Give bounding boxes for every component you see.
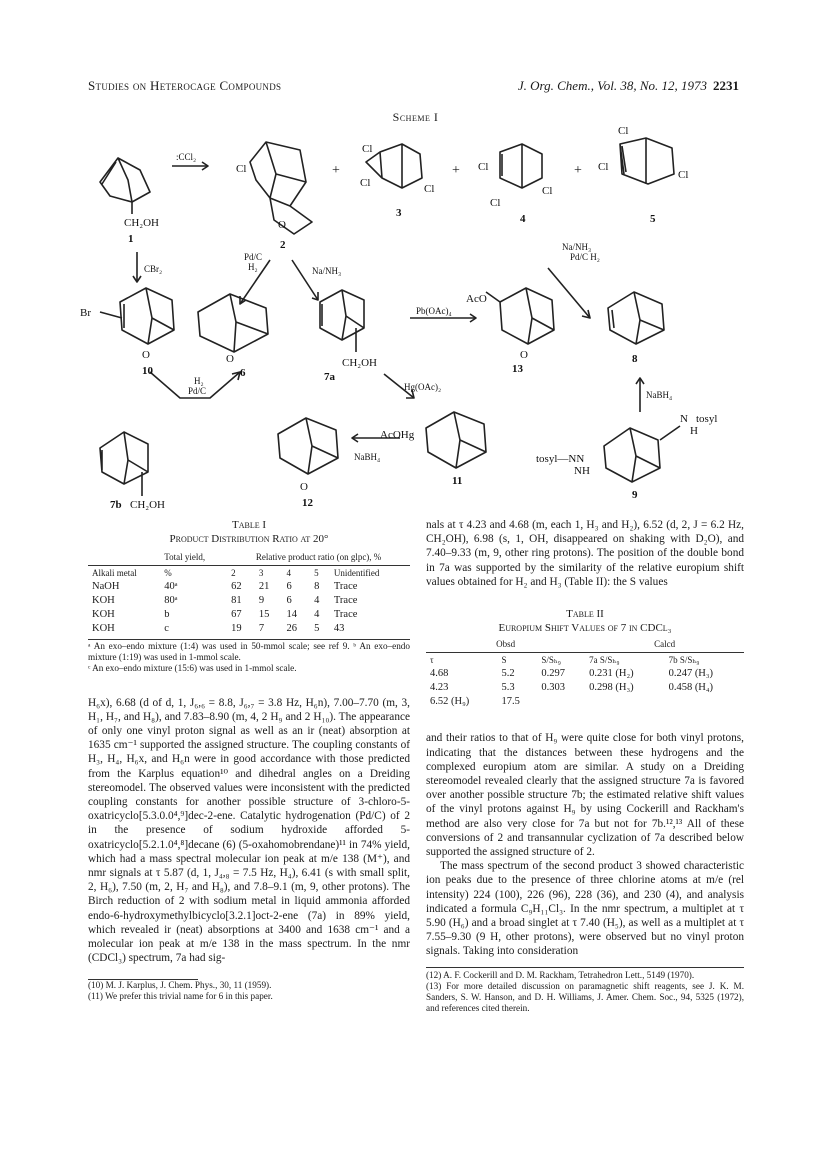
left-column [88, 518, 410, 1002]
structure-11 [426, 412, 486, 468]
table2-col-s: S [501, 654, 507, 665]
table-row: KOH b 67 15 14 4 Trace [92, 609, 358, 621]
structure-10 [100, 288, 174, 344]
table-row: KOH 80ᵃ 81 9 6 4 Trace [92, 595, 358, 607]
table1-note-1: ᵃ An exo–endo mixture (1:4) was used in 50-mmol scale; see ref 9. ᵇ An exo–endo mixture (1:19) was used in 1-mmol scale. [88, 640, 410, 662]
table2-subtitle: Europium Shift Values of 7 in CDCl₃ [498, 622, 672, 635]
table1-col-3: 3 [258, 567, 264, 578]
reagent-pdc-2: Pd/C [188, 386, 207, 396]
reaction-scheme [80, 122, 760, 512]
left-body-text: H₆x), 6.68 (d of d, 1, J₆,₆ = 8.8, J₆,₇ = 3.8 Hz, H₆n), 7.00–7.70 (m, 3, H₁, H₇, and H₈), and 7.83–8.90 (m, 4, 2 H₉ and 2 H₁₀). The appearance of only one vinyl proton signal as well as an ir (neat) absorption at 1635 cm⁻¹ supported the assigned structure. The coupling constants of H₃, H₄, H₆x, and H₆n were in good accordance with those predicted from the Karplus equation¹⁰ and dihedral angles on a Dreiding stereomodel. The observed values were inconsistent with the predicted coupling constants for another possible structure of 3-chloro-5-oxatricyclo[5.3.0.0⁴,⁹]dec-2-ene. Catalytic hydrogenation (Pd/C) of 2 in the presence of sodium hydroxide afforded 5-oxatricyclo[5.2.1.0⁴,⁸]decane (6) (5-oxahomobrendane)¹¹ in 74% yield, which had a mass spectral molecular ion peak at m/e 138 (M⁺), and nmr signals at τ 5.87 (d, 1, J₄,₈ = 7.5 Hz, H₄), 6.41 (s with small split, 2, H₆), 7.50 (m, 2, H₇ and H₈), and 7.8–9.1 (m, 9, other protons). The Birch reduction of 2 with sodium metal in liquid ammonia afforded endo-6-hydroxymethylbicyclo[3.2.1]oct-2-ene (7a) in 89% yield, which revealed ir (neat) absorptions at 3400 and 1638 cm⁻¹ and a molecular ion peak at m/e 138 in the mass spectrum. In the nmr (CDCl₃) spectrum, 7a had sig- [88, 696, 410, 965]
label-8: 8 [632, 353, 638, 365]
table-row: 6.52 (H₉) 17.5 [430, 696, 520, 708]
reagent-pdc: Pd/C [244, 252, 263, 262]
structure-7a [320, 290, 364, 352]
table1-col-group: Relative product ratio (on glpc), % [255, 552, 382, 563]
label-7b: 7b [110, 499, 122, 511]
o-12: O [300, 481, 308, 493]
reagent-nabh4-2: NaBH₄ [354, 452, 381, 462]
table1-col-2: 2 [231, 567, 236, 578]
table1-col-pct: % [164, 567, 172, 578]
o-10: O [142, 349, 150, 361]
label-5: 5 [650, 213, 656, 225]
right-body-para-1: and their ratios to that of H₉ were quite close for both vinyl protons, indicating that the distances between these hydrogens and the complexed europium atom are similar. A study on a Dreiding stereomodel revealed clearly that the assigned structure 7a is favored over another possible structure 7b; the estimated relative shift values of the vinyl protons against H₉ by using Cockerill and Rackham's method are also very close for 7a but not for 7b.¹²,¹³ All of these conversions of 2 and transannular cyclization of 7a described below supported the assigned structure of 2. [426, 732, 744, 859]
substituent-1: CH₂OH [124, 217, 160, 229]
running-header-title: Studies on Heterocage Compounds [88, 78, 282, 93]
acohg-11: AcOHg [380, 429, 415, 441]
o-2: O [278, 219, 286, 231]
table2 [426, 637, 744, 709]
cl-5c: Cl [678, 169, 689, 181]
aco-13: AcO [466, 293, 487, 305]
table1-note-2: ᶜ An exo–endo mixture (15:6) was used in 1-mmol scale. [88, 662, 297, 673]
structure-9 [604, 426, 680, 482]
cl-4a: Cl [478, 161, 489, 173]
table1-subtitle: Product Distribution Ratio at 20° [169, 533, 329, 546]
journal-citation: J. Org. Chem., Vol. 38, No. 12, 1973 [517, 78, 707, 93]
cl-4b: Cl [490, 197, 501, 209]
n-9: N [680, 413, 688, 425]
label-9: 9 [632, 489, 638, 501]
substituent-7a: CH₂OH [342, 357, 378, 369]
label-1: 1 [128, 233, 134, 245]
table2-col-tau: τ [430, 654, 434, 665]
label-11: 11 [452, 475, 463, 487]
tosyl-9: tosyl [696, 413, 718, 425]
right-body-para-2: The mass spectrum of the second product 3 showed characteristic ion peaks due to the presence of three chlorine atoms at m/e (rel intensity) 224 (100), 226 (96), 228 (36), and 230 (4), and analysis indicated a formula C₉H₁₁Cl₃. In the nmr spectrum, a multiplet at τ 5.90 (H₆) and a broad singlet at τ 7.40 (H₅), as well as a multiplet at τ 7.55–9.30 (9 H, other protons), were observed but no vinyl proton signals. Taking into consideration [426, 860, 744, 958]
reagent-pboac: Pb(OAc)₄ [416, 306, 452, 316]
label-4: 4 [520, 213, 526, 225]
label-2: 2 [280, 239, 286, 251]
table2-col-ratio: S/Sₕ₉ [541, 654, 561, 665]
h-9: H [690, 425, 698, 437]
reagent-cbr2: CBr₂ [144, 264, 163, 274]
table-row: KOH c 19 7 26 5 43 [92, 623, 345, 635]
table2-calcd: Calcd [654, 639, 676, 650]
reagent-pdc-h2: Pd/C H₂ [570, 252, 600, 262]
reagent-nabh4-1: NaBH₄ [646, 390, 673, 400]
reagent-ccl2: :CCl₂ [176, 152, 197, 162]
structure-4 [500, 144, 542, 188]
structure-7b [100, 432, 148, 496]
reagent-hgoac: Hg(OAc)₂ [404, 382, 442, 392]
table-row: 4.68 5.2 0.297 0.231 (H₂) 0.247 (H₃) [430, 667, 714, 679]
right-body-top: nals at τ 4.23 and 4.68 (m, each 1, H₃ and H₂), 6.52 (d, 2, J = 6.2 Hz, CH₂OH), 6.98 (s, 1, OH, disappeared on shaking with D₂O), and 7.40–9.33 (m, 9, other ring protons). The position of the double bond in 7a was supported by the similarity of the relative europium shift values obtained for H₂ and H₃ (Table II): the S values [426, 519, 744, 588]
structure-12 [278, 418, 338, 474]
table2-col-7b: 7b S/Sₕ₉ [668, 654, 700, 665]
structure-8 [608, 292, 664, 344]
table1-col-5: 5 [314, 567, 319, 578]
cl-5b: Cl [598, 161, 609, 173]
right-column [426, 518, 744, 1014]
structure-5 [620, 138, 674, 184]
cl-3c: Cl [424, 183, 435, 195]
cl-4c: Cl [542, 185, 553, 197]
reagent-na-nh3: Na/NH₃ [312, 266, 342, 276]
table1-title: Table I [231, 519, 267, 531]
reagent-h2-2: H₂ [194, 376, 204, 386]
table1-col-total: Total yield, [164, 552, 206, 563]
table2-col-7a: 7a S/Sₕ₉ [589, 654, 620, 665]
table-row: NaOH 40ᵃ 62 21 6 8 Trace [92, 580, 358, 592]
table1-col-4: 4 [286, 567, 291, 578]
cl-3b: Cl [360, 177, 371, 189]
arrow-5-8 [548, 268, 590, 318]
running-header-journal [518, 78, 739, 94]
label-7a: 7a [324, 371, 335, 383]
o-6: O [226, 353, 234, 365]
reagent-h2: H₂ [248, 262, 258, 272]
cl-2: Cl [236, 163, 247, 175]
label-6: 6 [240, 367, 246, 379]
page-number: 2231 [713, 78, 739, 93]
label-10: 10 [142, 365, 153, 377]
label-13: 13 [512, 363, 523, 375]
table1-col-unid: Unidentified [333, 567, 380, 578]
cl-5a: Cl [618, 125, 629, 137]
substituent-7b: CH₂OH [130, 499, 166, 511]
footnote-10: (10) M. J. Karplus, J. Chem. Phys., 30, 11 (1959). [88, 980, 272, 991]
label-3: 3 [396, 207, 402, 219]
footnote-12: (12) A. F. Cockerill and D. M. Rackham, Tetrahedron Lett., 5149 (1970). [426, 967, 744, 981]
br-10: Br [80, 307, 91, 319]
table-row: 4.23 5.3 0.303 0.298 (H₃) 0.458 (H₄) [430, 682, 714, 694]
cl-3a: Cl [362, 143, 373, 155]
footnote-13: (13) For more detailed discussion on paramagnetic shift reagents, see J. K. M. Sanders, S. W. Hanson, and D. H. Williams, J. Amer. Chem. Soc., 94, 5325 (1972), and references cited therein. [426, 980, 744, 1013]
structure-13 [486, 288, 554, 344]
table2-obsd: Obsd [496, 639, 516, 650]
plus-2: + [452, 163, 460, 178]
table2-title: Table II [566, 608, 604, 621]
nh-9: NH [574, 465, 590, 477]
footnote-11: (11) We prefer this trivial name for 6 in this paper. [88, 991, 273, 1002]
table1 [88, 550, 410, 636]
scheme-title: Scheme I [392, 110, 439, 124]
reagent-na-nh3-2: Na/NH₃ [562, 242, 592, 252]
structure-3 [366, 144, 422, 188]
structure-1 [100, 158, 150, 214]
plus-1: + [332, 163, 340, 178]
label-12: 12 [302, 497, 313, 509]
structure-6 [198, 294, 268, 352]
table1-col-alkali: Alkali metal [92, 567, 137, 578]
plus-3: + [574, 163, 582, 178]
tosyl-nn-9: tosyl—NN [536, 453, 585, 465]
o-13: O [520, 349, 528, 361]
